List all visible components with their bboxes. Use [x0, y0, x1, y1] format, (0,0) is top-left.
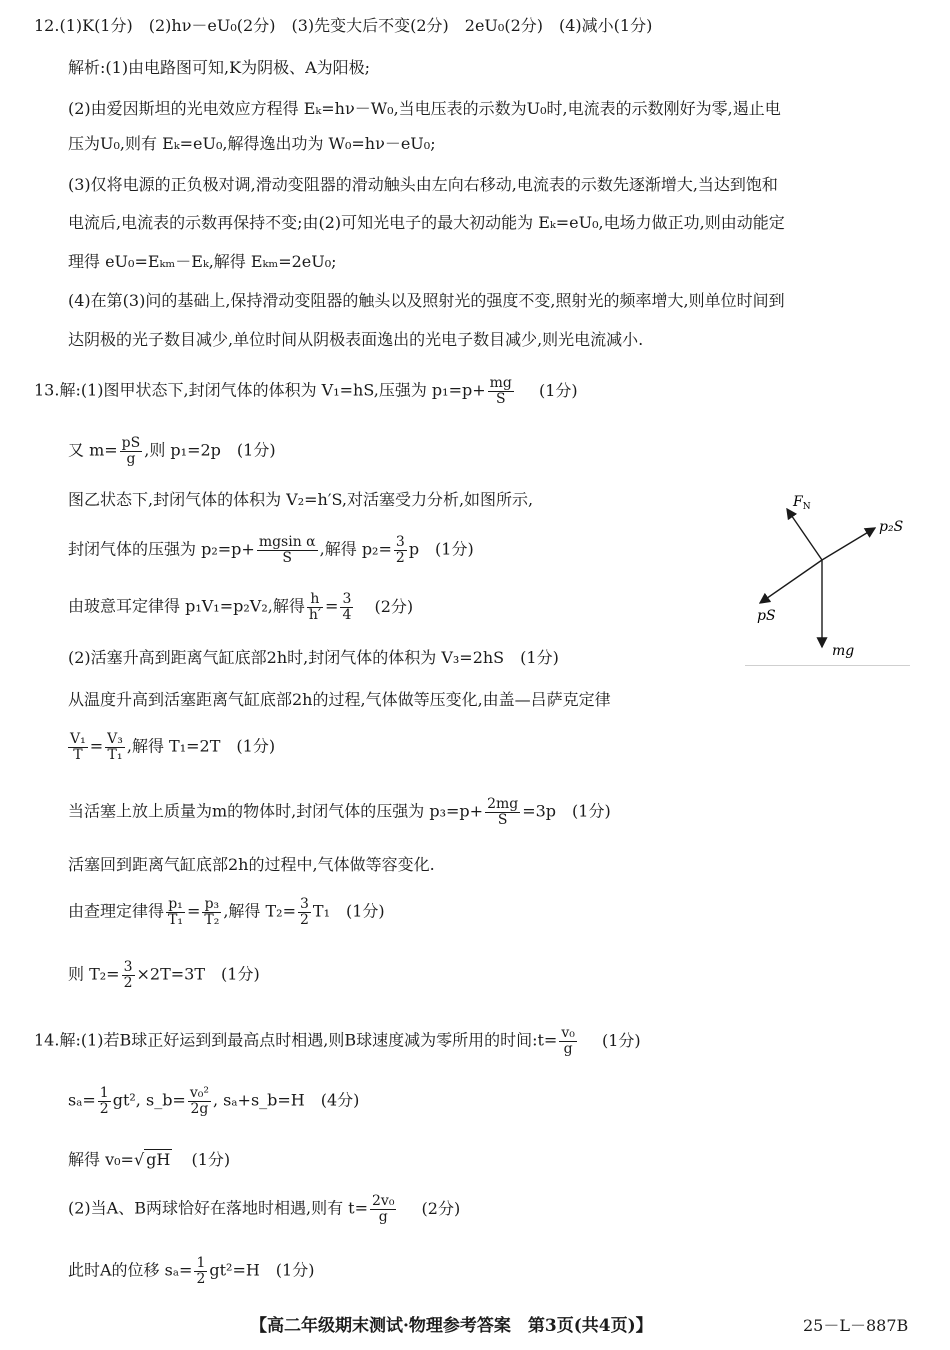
q13-part2-line: (2)活塞升高到距离气缸底部2h时,封闭气体的体积为 V₃=2hS (1分)	[68, 648, 559, 667]
normal-force-arrow	[787, 509, 822, 560]
q13-part1-line	[34, 376, 578, 406]
p2s-label: p₂S	[879, 519, 904, 535]
q14-v0-line: 解得 v₀=√ gH (1分)	[68, 1150, 231, 1169]
fraction: $\frac{mg}{S}$	[489, 375, 512, 407]
q13-result-line: 则 T₂= $\frac{3}{2}$ ×2T=3T (1分)	[68, 959, 260, 991]
fraction: $\frac{\text{mgsin α}}{S}$	[258, 534, 316, 566]
q14-displacement-line: sₐ= $\frac{1}{2}$ gt², s_b= $\frac{\text{v₀²}}{2g}$ , sₐ+s_b=H (4分)	[68, 1085, 360, 1117]
score: (1分)	[538, 380, 578, 400]
fraction: $\frac{2mg}{S}$	[487, 796, 519, 828]
fraction: $\frac{\text{p₃}}{\text{T₂}}$	[204, 896, 220, 928]
q14-part1-line: 14.解:(1)若B球正好运到到最高点时相遇,则B球速度减为零所用的时间:t= $\frac{\text{v₀}}{g}$ (1分)	[34, 1025, 641, 1057]
q12-analysis-3c: 理得 eU₀=Eₖₘ－Eₖ,解得 Eₖₘ=2eU₀;	[68, 252, 337, 271]
q13-text: 13.解:(1)图甲状态下,封闭气体的体积为 V₁=hS,压强为 p₁=p+	[34, 380, 486, 400]
force-diagram-svg	[745, 485, 910, 665]
fraction: $\frac{\text{v₀²}}{2g}$	[189, 1085, 209, 1117]
q12-analysis-4a: (4)在第(3)问的基础上,保持滑动变阻器的触头以及照射光的强度不变,照射光的频率增大,则单位时间到	[68, 291, 785, 310]
q13-boyle-line: 由玻意耳定律得 p₁V₁=p₂V₂,解得 $\frac{h}{h'}$ = $\frac{3}{4}$ (2分)	[68, 591, 414, 623]
fraction: $\frac{3}{2}$	[300, 896, 309, 928]
q13-pressure-line: 封闭气体的压强为 p₂=p+ $\frac{\text{mgsin α}}{S}$ ,解得 p₂= $\frac{3}{2}$ p (1分)	[68, 534, 474, 566]
fraction: $\frac{\text{V₃}}{\text{T₁}}$	[107, 731, 123, 763]
fraction: $\frac{\text{2v₀}}{g}$	[372, 1193, 395, 1225]
q12-analysis-2b: 压为U₀,则有 Eₖ=eU₀,解得逸出功为 W₀=hν－eU₀;	[68, 134, 436, 153]
fraction: $\frac{3}{2}$	[395, 534, 405, 566]
mg-label: mg	[832, 643, 855, 659]
p2s-force-arrow	[822, 528, 875, 560]
force-diagram	[745, 485, 910, 666]
q14-part2-line: (2)当A、B两球恰好在落地时相遇,则有 t= $\frac{\text{2v₀}}{g}$ (2分)	[68, 1193, 461, 1225]
q14-a-displacement-line: 此时A的位移 sₐ= $\frac{1}{2}$ gt²=H (1分)	[68, 1255, 315, 1287]
q12-analysis-2a: (2)由爱因斯坦的光电效应方程得 Eₖ=hν－W₀,当电压表的示数为U₀时,电流表的示数刚好为零,遏止电	[68, 99, 781, 118]
fraction: $\frac{3}{4}$	[342, 591, 352, 623]
q13-charles-line: 由查理定律得 $\frac{\text{p₁}}{\text{T₁}}$ = $\frac{\text{p₃}}{\text{T₂}}$ ,解得 T₂= $\frac{3}{2}$ T₁ (1分)	[68, 896, 385, 928]
fraction: $\frac{3}{2}$	[123, 959, 133, 991]
q12-analysis-4b: 达阴极的光子数目减少,单位时间从阴极表面逸出的光电子数目减少,则光电流减小.	[68, 330, 644, 349]
q12-analysis-1: 解析:(1)由电路图可知,K为阴极、A为阳极;	[68, 58, 371, 77]
footer-code: 25－L－887B	[803, 1316, 909, 1335]
q12-analysis-3b: 电流后,电流表的示数再保持不变;由(2)可知光电子的最大初动能为 Eₖ=eU₀,电场力做正功,则由动能定	[68, 213, 785, 232]
q13-isochoric-line: 活塞回到距离气缸底部2h的过程中,气体做等容变化.	[68, 855, 435, 874]
fraction: $\frac{\text{V₁}}{T}$	[70, 731, 86, 763]
footer-title: 【高二年级期末测试·物理参考答案 第3页(共4页)】	[250, 1316, 653, 1336]
ps-force-arrow	[760, 560, 822, 603]
q13-state-b-line: 图乙状态下,封闭气体的体积为 V₂=h′S,对活塞受力分析,如图所示,	[68, 490, 534, 509]
q12-analysis-3a: (3)仅将电源的正负极对调,滑动变阻器的滑动触头由左向右移动,电流表的示数先逐渐增大,当达到饱和	[68, 175, 778, 194]
fraction: $\frac{1}{2}$	[196, 1255, 206, 1287]
q12-answer-line: 12.(1)K(1分) (2)hν－eU₀(2分) (3)先变大后不变(2分) 2eU₀(2分) (4)减小(1分)	[34, 16, 653, 35]
fn-label: $F_N$	[793, 494, 811, 512]
ps-label: pS	[757, 608, 776, 624]
q13-gay-lussac-line: $\frac{\text{V₁}}{T}$ = $\frac{\text{V₃}}{\text{T₁}}$ ,解得 T₁=2T (1分)	[70, 731, 276, 763]
q13-p3-line: 当活塞上放上质量为m的物体时,封闭气体的压强为 p₃=p+ $\frac{2mg}{S}$ =3p (1分)	[68, 796, 611, 828]
fraction: $\frac{h}{h'}$	[308, 591, 322, 623]
q13-mass-line: 又 m= $\frac{pS}{g}$ ,则 p₁=2p (1分)	[68, 435, 276, 467]
q13-isobaric-line: 从温度升高到活塞距离气缸底部2h的过程,气体做等压变化,由盖—吕萨克定律	[68, 690, 611, 709]
fraction: $\frac{\text{v₀}}{g}$	[561, 1025, 575, 1057]
fraction: $\frac{\text{p₁}}{\text{T₁}}$	[168, 896, 183, 928]
fraction: $\frac{1}{2}$	[99, 1085, 109, 1117]
sqrt: gH	[146, 1150, 171, 1169]
fraction: $\frac{pS}{g}$	[121, 435, 141, 467]
